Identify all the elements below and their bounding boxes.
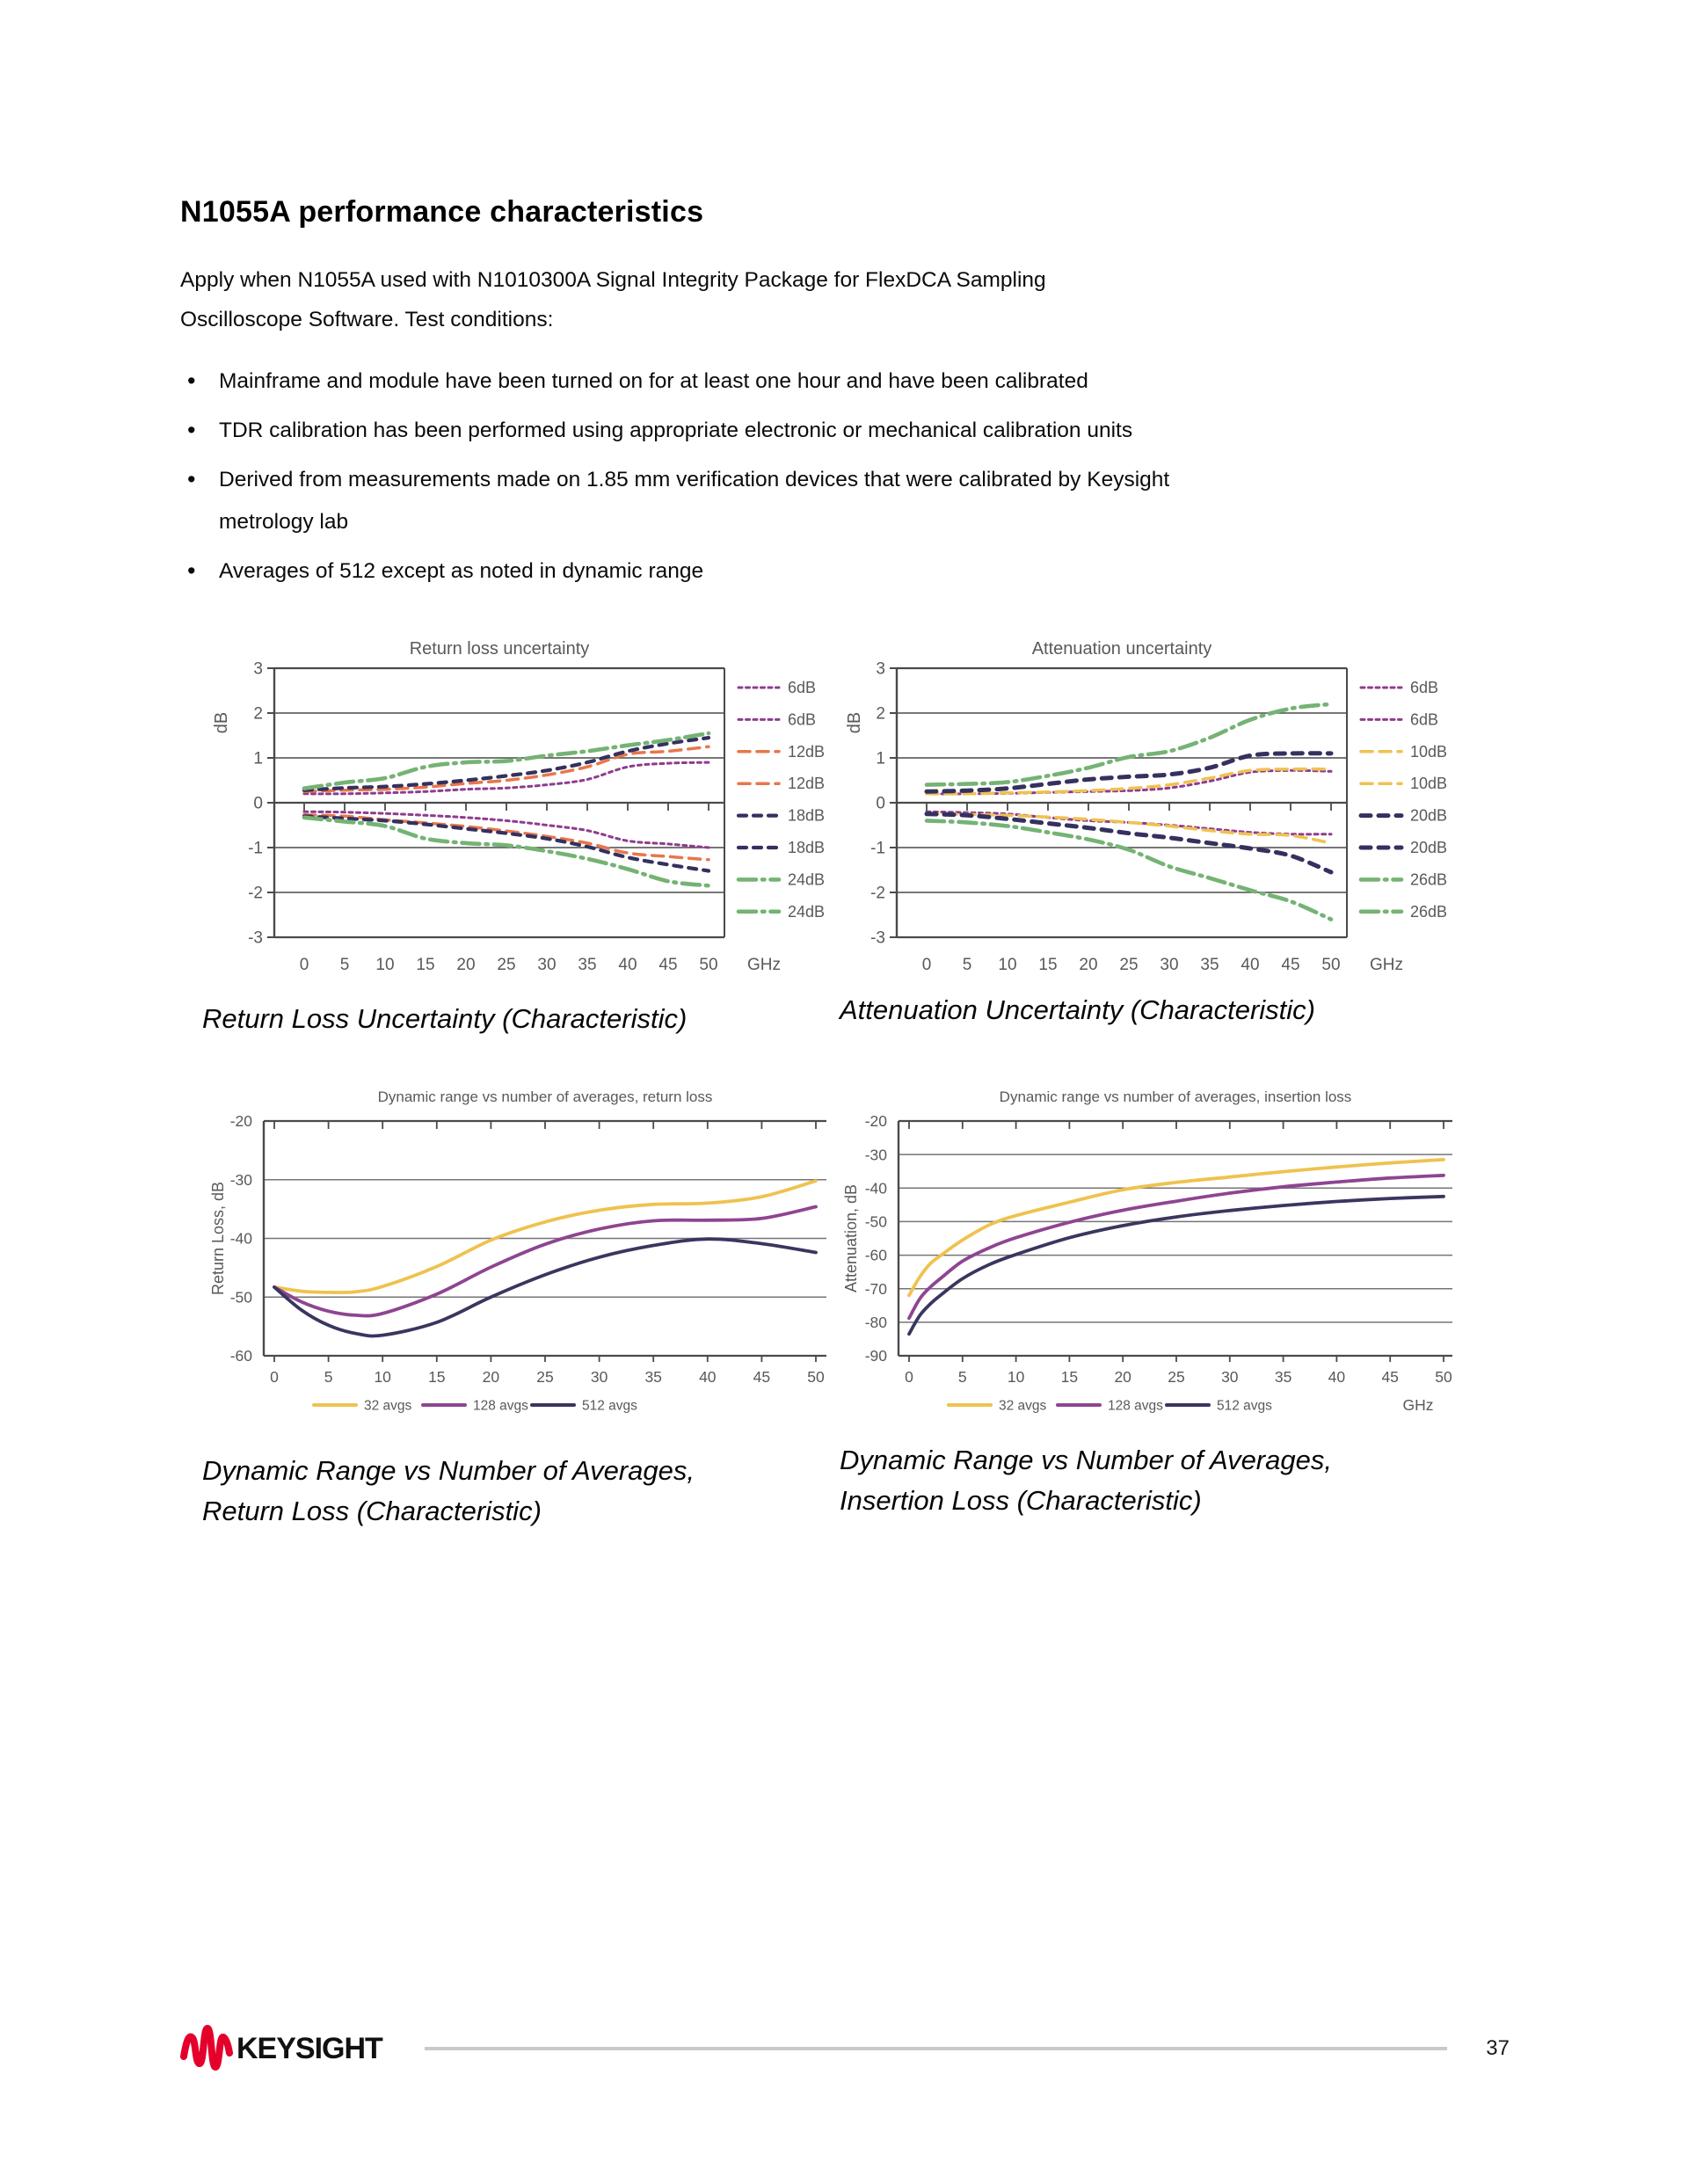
series-line-12dB bbox=[304, 746, 709, 791]
x-tick-label: 5 bbox=[957, 1368, 967, 1386]
legend-label: 18dB bbox=[788, 806, 826, 825]
y-axis-label: dB bbox=[845, 711, 864, 734]
chart-canvas bbox=[200, 626, 869, 995]
legend-label: 6dB bbox=[788, 679, 817, 696]
y-axis-label: Attenuation, dB bbox=[842, 1183, 860, 1293]
bullet-item bbox=[186, 550, 1249, 593]
y-tick-label: -1 bbox=[870, 839, 885, 858]
x-tick-label: 10 bbox=[374, 1368, 391, 1386]
x-tick-label: 0 bbox=[921, 956, 932, 974]
page-title: N1055A performance characteristics bbox=[180, 195, 704, 229]
caption-attenuation-uncertainty: Attenuation Uncertainty (Characteristic) bbox=[840, 994, 1316, 1025]
intro-text: Apply when N1055A used with N1010300A Signal Integrity Package for FlexDCA Sampling Oscilloscope Software. Test conditions: bbox=[180, 268, 1046, 331]
return-loss-uncertainty-chart bbox=[200, 626, 869, 1000]
legend-label: 32 avgs bbox=[999, 1398, 1047, 1414]
x-tick-label: 15 bbox=[1060, 1368, 1079, 1386]
x-tick-label: 25 bbox=[1119, 956, 1139, 974]
x-tick-label: 45 bbox=[753, 1368, 771, 1386]
y-axis-label: dB bbox=[212, 711, 231, 734]
caption-dynamic-range-insertion-loss bbox=[840, 1440, 1332, 1521]
x-tick-label: 0 bbox=[299, 956, 309, 974]
legend-label: 512 avgs bbox=[1217, 1398, 1272, 1414]
x-tick-label: 10 bbox=[998, 956, 1017, 974]
legend-label: 10dB bbox=[1410, 742, 1448, 761]
caption-line: Insertion Loss (Characteristic) bbox=[840, 1485, 1202, 1516]
legend-label: 26dB bbox=[1410, 870, 1448, 889]
chart-title: Attenuation uncertainty bbox=[1031, 639, 1212, 659]
y-tick-label: -30 bbox=[229, 1170, 252, 1189]
bullet-item bbox=[186, 410, 1249, 452]
spark-path bbox=[184, 2028, 229, 2067]
y-tick-label: 2 bbox=[876, 704, 885, 724]
y-tick-label: -70 bbox=[864, 1279, 887, 1298]
legend-label: 12dB bbox=[788, 742, 826, 761]
x-tick-label: 30 bbox=[590, 1368, 608, 1386]
x-tick-label: 20 bbox=[1079, 956, 1098, 974]
y-tick-label: -2 bbox=[248, 884, 263, 903]
page-number: 37 bbox=[1486, 2036, 1510, 2060]
y-tick-label: -3 bbox=[248, 928, 263, 948]
caption-return-loss-uncertainty: Return Loss Uncertainty (Characteristic) bbox=[202, 1003, 688, 1034]
y-tick-label: -50 bbox=[229, 1288, 252, 1307]
caption-line: Return Loss (Characteristic) bbox=[202, 1496, 542, 1526]
y-tick-label: -40 bbox=[229, 1229, 252, 1248]
bullet-item bbox=[186, 360, 1249, 403]
y-axis-label: Return Loss, dB bbox=[209, 1181, 227, 1296]
x-tick-label: 40 bbox=[699, 1368, 717, 1386]
x-tick-label: 5 bbox=[962, 956, 972, 974]
y-tick-label: -2 bbox=[870, 884, 885, 903]
x-tick-label: 50 bbox=[807, 1368, 825, 1386]
dynamic-range-return-loss-chart bbox=[200, 1077, 869, 1433]
y-tick-label: -80 bbox=[864, 1313, 887, 1331]
y-tick-label: -20 bbox=[229, 1112, 252, 1131]
legend-label: 512 avgs bbox=[582, 1398, 637, 1414]
series-line-512-avgs bbox=[909, 1197, 1444, 1334]
series-line-512-avgs bbox=[274, 1239, 816, 1336]
y-tick-label: -30 bbox=[864, 1146, 887, 1164]
x-tick-label: 50 bbox=[1435, 1368, 1452, 1386]
x-tick-label: 20 bbox=[1114, 1368, 1131, 1386]
axis-unit-label: GHz bbox=[1402, 1396, 1434, 1414]
x-tick-label: 45 bbox=[1381, 1368, 1399, 1386]
legend-label: 18dB bbox=[788, 839, 826, 856]
y-tick-label: -50 bbox=[864, 1212, 887, 1231]
y-tick-label: 3 bbox=[253, 659, 263, 679]
x-tick-label: 0 bbox=[905, 1368, 913, 1386]
legend-label: 24dB bbox=[788, 902, 826, 921]
x-tick-label: 20 bbox=[456, 956, 476, 974]
caption-line: Dynamic Range vs Number of Averages, bbox=[840, 1445, 1332, 1475]
x-tick-label: 35 bbox=[1274, 1368, 1292, 1386]
series-line-26dB bbox=[927, 704, 1331, 785]
bullet-text: Mainframe and module have been turned on for at least one hour and have been calibrated bbox=[219, 369, 1088, 393]
attenuation-uncertainty-chart bbox=[833, 626, 1510, 1000]
legend-label: 128 avgs bbox=[473, 1398, 528, 1414]
x-tick-label: 25 bbox=[536, 1368, 554, 1386]
x-tick-label: 10 bbox=[1007, 1368, 1025, 1386]
y-tick-label: 1 bbox=[876, 749, 885, 768]
y-tick-label: -20 bbox=[864, 1112, 887, 1131]
x-tick-label: 40 bbox=[1328, 1368, 1346, 1386]
chart-title: Return loss uncertainty bbox=[409, 639, 590, 659]
caption-dynamic-range-return-loss bbox=[202, 1451, 695, 1532]
y-tick-label: 1 bbox=[253, 749, 263, 768]
y-tick-label: -60 bbox=[229, 1347, 252, 1365]
legend-label: 24dB bbox=[788, 870, 826, 889]
y-tick-label: 0 bbox=[876, 794, 885, 813]
x-tick-label: 20 bbox=[482, 1368, 500, 1386]
page-footer bbox=[180, 2020, 1510, 2077]
y-tick-label: -1 bbox=[248, 839, 263, 858]
chart-title: Dynamic range vs number of averages, return loss bbox=[377, 1088, 713, 1105]
bullet-item bbox=[186, 459, 1249, 543]
axis-unit-label: GHz bbox=[747, 956, 781, 974]
legend-label: 26dB bbox=[1410, 902, 1448, 921]
x-tick-label: 15 bbox=[428, 1368, 446, 1386]
x-tick-label: 30 bbox=[537, 956, 557, 974]
x-tick-label: 40 bbox=[618, 956, 637, 974]
x-tick-label: 25 bbox=[1168, 1368, 1185, 1386]
x-tick-label: 0 bbox=[270, 1368, 279, 1386]
y-tick-label: -40 bbox=[864, 1179, 887, 1198]
x-tick-label: 30 bbox=[1160, 956, 1179, 974]
x-tick-label: 5 bbox=[324, 1368, 333, 1386]
x-tick-label: 50 bbox=[1321, 956, 1341, 974]
x-tick-label: 35 bbox=[1200, 956, 1219, 974]
y-tick-label: 0 bbox=[253, 794, 263, 813]
x-tick-label: 35 bbox=[644, 1368, 662, 1386]
y-tick-label: -3 bbox=[870, 928, 885, 948]
legend-label: 10dB bbox=[1410, 775, 1448, 793]
keysight-wordmark: KEYSIGHT bbox=[236, 2031, 382, 2065]
caption-line: Dynamic Range vs Number of Averages, bbox=[202, 1455, 695, 1486]
chart-title: Dynamic range vs number of averages, insertion loss bbox=[999, 1088, 1352, 1105]
legend-label: 128 avgs bbox=[1108, 1398, 1163, 1414]
series-line-24dB bbox=[304, 818, 709, 885]
legend-label: 12dB bbox=[788, 775, 826, 793]
y-tick-label: 3 bbox=[876, 659, 885, 679]
y-tick-label: 2 bbox=[253, 704, 263, 724]
axis-unit-label: GHz bbox=[1370, 956, 1403, 974]
x-tick-label: 35 bbox=[578, 956, 597, 974]
legend-label: 32 avgs bbox=[364, 1398, 412, 1414]
legend-label: 20dB bbox=[1410, 839, 1448, 856]
x-tick-label: 10 bbox=[375, 956, 395, 974]
bullet-list bbox=[186, 360, 1249, 600]
chart-canvas bbox=[200, 1077, 869, 1429]
legend-label: 6dB bbox=[1410, 710, 1439, 729]
bullet-text: Averages of 512 except as noted in dynamic range bbox=[219, 559, 704, 583]
x-tick-label: 45 bbox=[1281, 956, 1300, 974]
x-tick-label: 45 bbox=[658, 956, 678, 974]
legend-label: 6dB bbox=[1410, 679, 1439, 696]
x-tick-label: 15 bbox=[416, 956, 435, 974]
y-tick-label: -60 bbox=[864, 1246, 887, 1264]
x-tick-label: 5 bbox=[339, 956, 350, 974]
bullet-text: TDR calibration has been performed using appropriate electronic or mechanical calibration units bbox=[219, 419, 1133, 442]
keysight-spark-icon bbox=[180, 2023, 233, 2074]
x-tick-label: 25 bbox=[497, 956, 516, 974]
x-tick-label: 40 bbox=[1241, 956, 1260, 974]
x-tick-label: 30 bbox=[1221, 1368, 1239, 1386]
y-tick-label: -90 bbox=[864, 1347, 887, 1365]
footer-divider bbox=[425, 2047, 1447, 2050]
legend-label: 6dB bbox=[788, 710, 817, 729]
legend-label: 20dB bbox=[1410, 806, 1448, 825]
x-tick-label: 15 bbox=[1038, 956, 1058, 974]
bullet-text: Derived from measurements made on 1.85 mm verification devices that were calibrated by Keysight metrology lab bbox=[219, 468, 1170, 534]
chart-canvas bbox=[833, 626, 1510, 995]
series-line-128-avgs bbox=[909, 1176, 1444, 1318]
x-tick-label: 50 bbox=[699, 956, 718, 974]
dynamic-range-insertion-loss-chart bbox=[833, 1077, 1510, 1433]
chart-canvas bbox=[833, 1077, 1510, 1429]
